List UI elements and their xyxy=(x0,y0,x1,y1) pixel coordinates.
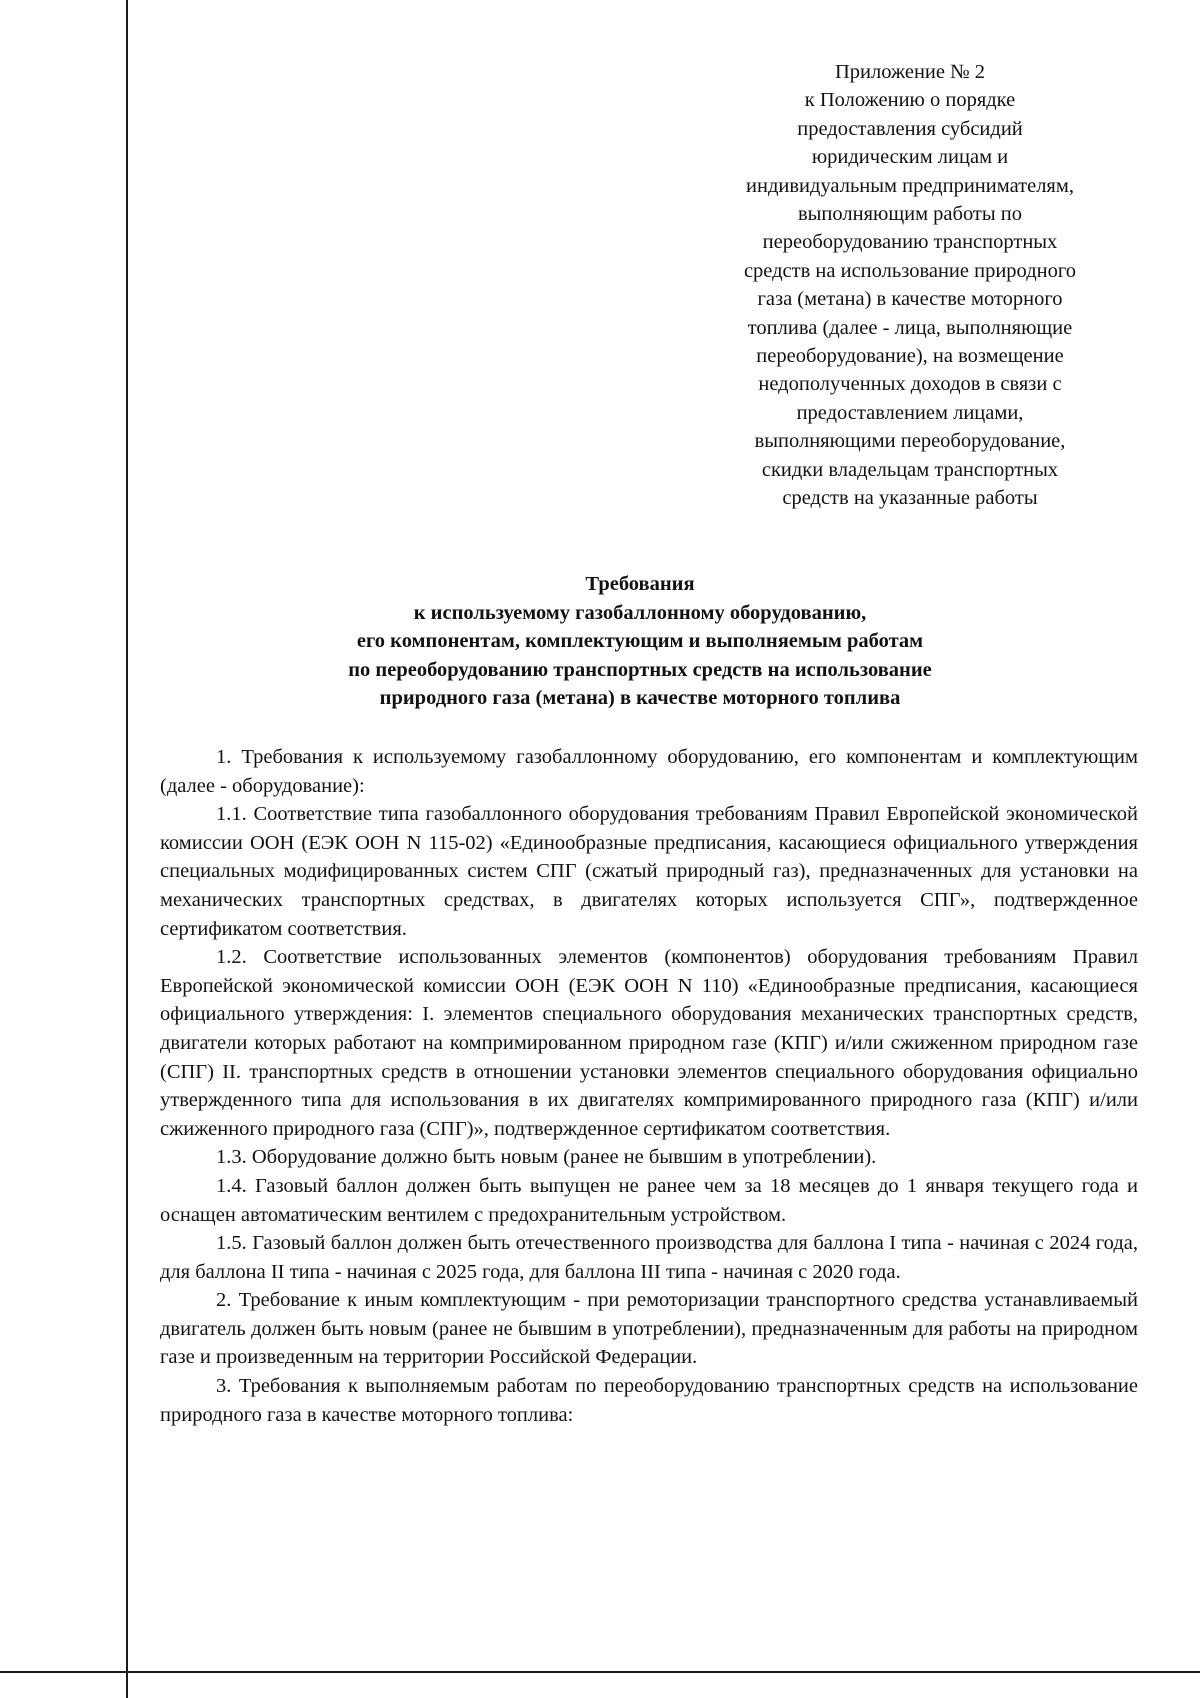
annex-line: Приложение № 2 xyxy=(834,61,986,83)
annex-line: переоборудованию транспортных xyxy=(762,231,1058,254)
document-title xyxy=(200,570,1080,713)
paragraph-1-4: 1.4. Газовый баллон должен быть выпущен не ранее чем за 18 месяцев до 1 января текущего года и оснащен автоматическим вентилем с предохранительным устройством. xyxy=(160,1174,1138,1226)
annex-line: скидки владельцам транспортных xyxy=(761,458,1059,481)
paragraph-1-3: 1.3. Оборудование должно быть новым (ранее не бывшим в употреблении). xyxy=(216,1146,877,1169)
paragraph-1-2: 1.2. Соответствие использованных элементов (компонентов) оборудования требованиям Правил Европейской экономической комиссии ООН (ЕЭК ООН N 110) «Единообразные предписания, касающиеся официального утверждения: I. элементов специального оборудования механических транспортных средств, двигатели которых работают на компримированном природном газе (КПГ) и/или сжиженном природном газе (СПГ) II. транспортных средств в отношении установки элементов специального оборудования официально утвержденного типа для использования в их двигателях компримированного природного газа (КПГ) и/или сжиженного природного газа (СПГ)», подтвержденное сертификатом соответствия. xyxy=(160,946,1138,1140)
annex-line: выполняющим работы по xyxy=(797,203,1023,226)
annex-line: индивидуальным предпринимателям, xyxy=(746,174,1074,197)
title-line: его компонентам, комплектующим и выполняемым работам xyxy=(356,630,924,652)
paragraph-1: 1. Требования к используемому газобаллонному оборудованию, его компонентам и комплектующим (далее - оборудование): xyxy=(160,746,1138,797)
annex-header xyxy=(700,58,1120,513)
annex-line: средств на использование природного xyxy=(743,259,1077,282)
title-line: к используемому газобаллонному оборудованию, xyxy=(413,601,867,624)
paragraph-2: 2. Требование к иным комплектующим - при ремоторизации транспортного средства устанавливаемый двигатель должен быть новым (ранее не бывшим в употреблении), предназначенным для работы на природном газе и произведенным на территории Российской Федерации. xyxy=(160,1289,1138,1369)
title-line: природного газа (метана) в качестве моторного топлива xyxy=(379,687,901,709)
annex-line: предоставления субсидий xyxy=(797,117,1023,140)
annex-line: недополученных доходов в связи с xyxy=(758,373,1062,396)
annex-line: предоставлением лицами, xyxy=(796,401,1024,424)
scan-edge-vertical xyxy=(126,0,128,1698)
annex-line: переоборудование), на возмещение xyxy=(756,345,1064,368)
paragraph-1-1: 1.1. Соответствие типа газобаллонного оборудования требованиям Правил Европейской экономической комиссии ООН (ЕЭК ООН N 115-02) «Единообразные предписания, касающиеся официального утверждения специальных модифицированных систем СПГ (сжатый природный газ), предназначенных для установки на механических транспортных средствах, в двигателях которых используется СПГ», подтвержденное сертификатом соответствия. xyxy=(160,803,1138,940)
paragraph-3: 3. Требования к выполняемым работам по переоборудованию транспортных средств на использование природного газа в качестве моторного топлива: xyxy=(160,1375,1138,1426)
annex-line: к Положению о порядке xyxy=(804,89,1016,112)
paragraph-1-5: 1.5. Газовый баллон должен быть отечественного производства для баллона I типа - начиная с 2024 года, для баллона II типа - начиная с 2025 года, для баллона III типа - начиная с 2020 года. xyxy=(160,1232,1138,1283)
annex-line: средств на указанные работы xyxy=(782,487,1038,510)
annex-line: газа (метана) в качестве моторного xyxy=(757,288,1063,311)
title-line: по переоборудованию транспортных средств на использование xyxy=(348,658,932,681)
document-body xyxy=(160,743,1138,1429)
annex-line: выполняющими переоборудование, xyxy=(754,430,1066,453)
scan-edge-horizontal xyxy=(0,1671,1200,1673)
title-line: Требования xyxy=(585,573,695,595)
annex-line: топлива (далее - лица, выполняющие xyxy=(747,316,1073,339)
annex-line: юридическим лицам и xyxy=(811,146,1009,169)
